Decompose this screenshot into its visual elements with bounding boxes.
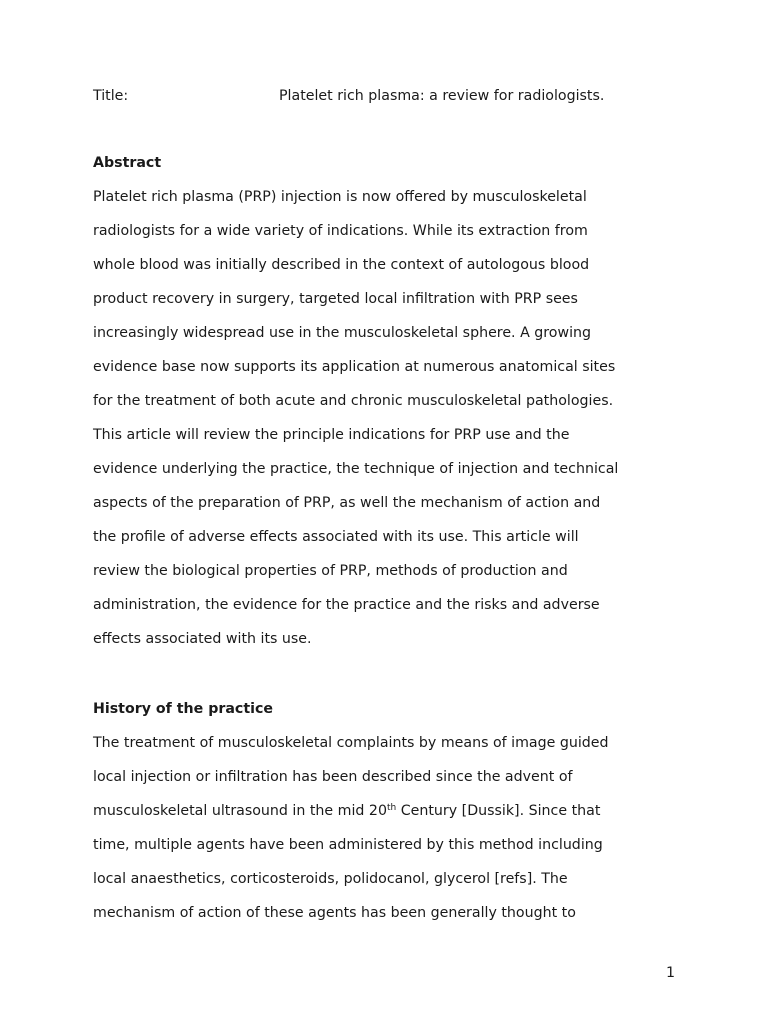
abstract-line: whole blood was initially described in the context of autologous blood (93, 257, 590, 273)
ordinal-superscript: th (387, 803, 397, 813)
abstract-line: for the treatment of both acute and chronic musculoskeletal pathologies. (93, 393, 614, 409)
title-label: Title: (93, 88, 129, 104)
page-number: 1 (666, 965, 676, 981)
abstract-line: effects associated with its use. (93, 631, 312, 647)
history-line3-start: musculoskeletal ultrasound in the mid 20 (93, 803, 387, 819)
abstract-paragraph (93, 187, 673, 663)
abstract-line: evidence underlying the practice, the technique of injection and technical (93, 461, 619, 477)
history-line-with-superscript (93, 801, 673, 835)
abstract-line: This article will review the principle indications for PRP use and the (93, 427, 570, 443)
abstract-line: the profile of adverse effects associated with its use. This article will (93, 529, 579, 545)
history-line: The treatment of musculoskeletal complaints by means of image guided (93, 735, 609, 751)
history-heading: History of the practice (93, 701, 274, 717)
abstract-line: evidence base now supports its application at numerous anatomical sites (93, 359, 616, 375)
history-line: time, multiple agents have been administered by this method including (93, 837, 603, 853)
history-line: local injection or infiltration has been described since the advent of (93, 769, 573, 785)
history-line: mechanism of action of these agents has been generally thought to (93, 905, 576, 921)
abstract-heading: Abstract (93, 155, 162, 171)
abstract-line: Platelet rich plasma (PRP) injection is now offered by musculoskeletal (93, 189, 587, 205)
abstract-line: radiologists for a wide variety of indications. While its extraction from (93, 223, 588, 239)
abstract-line: product recovery in surgery, targeted local infiltration with PRP sees (93, 291, 578, 307)
history-line: local anaesthetics, corticosteroids, polidocanol, glycerol [refs]. The (93, 871, 568, 887)
history-line3-end: Century [Dussik]. Since that (396, 803, 601, 819)
abstract-line: increasingly widespread use in the musculoskeletal sphere. A growing (93, 325, 592, 341)
abstract-line: review the biological properties of PRP, methods of production and (93, 563, 568, 579)
document-title: Platelet rich plasma: a review for radiologists. (279, 88, 605, 104)
abstract-line: administration, the evidence for the practice and the risks and adverse (93, 597, 600, 613)
abstract-line: aspects of the preparation of PRP, as well the mechanism of action and (93, 495, 601, 511)
history-paragraph (93, 733, 673, 937)
